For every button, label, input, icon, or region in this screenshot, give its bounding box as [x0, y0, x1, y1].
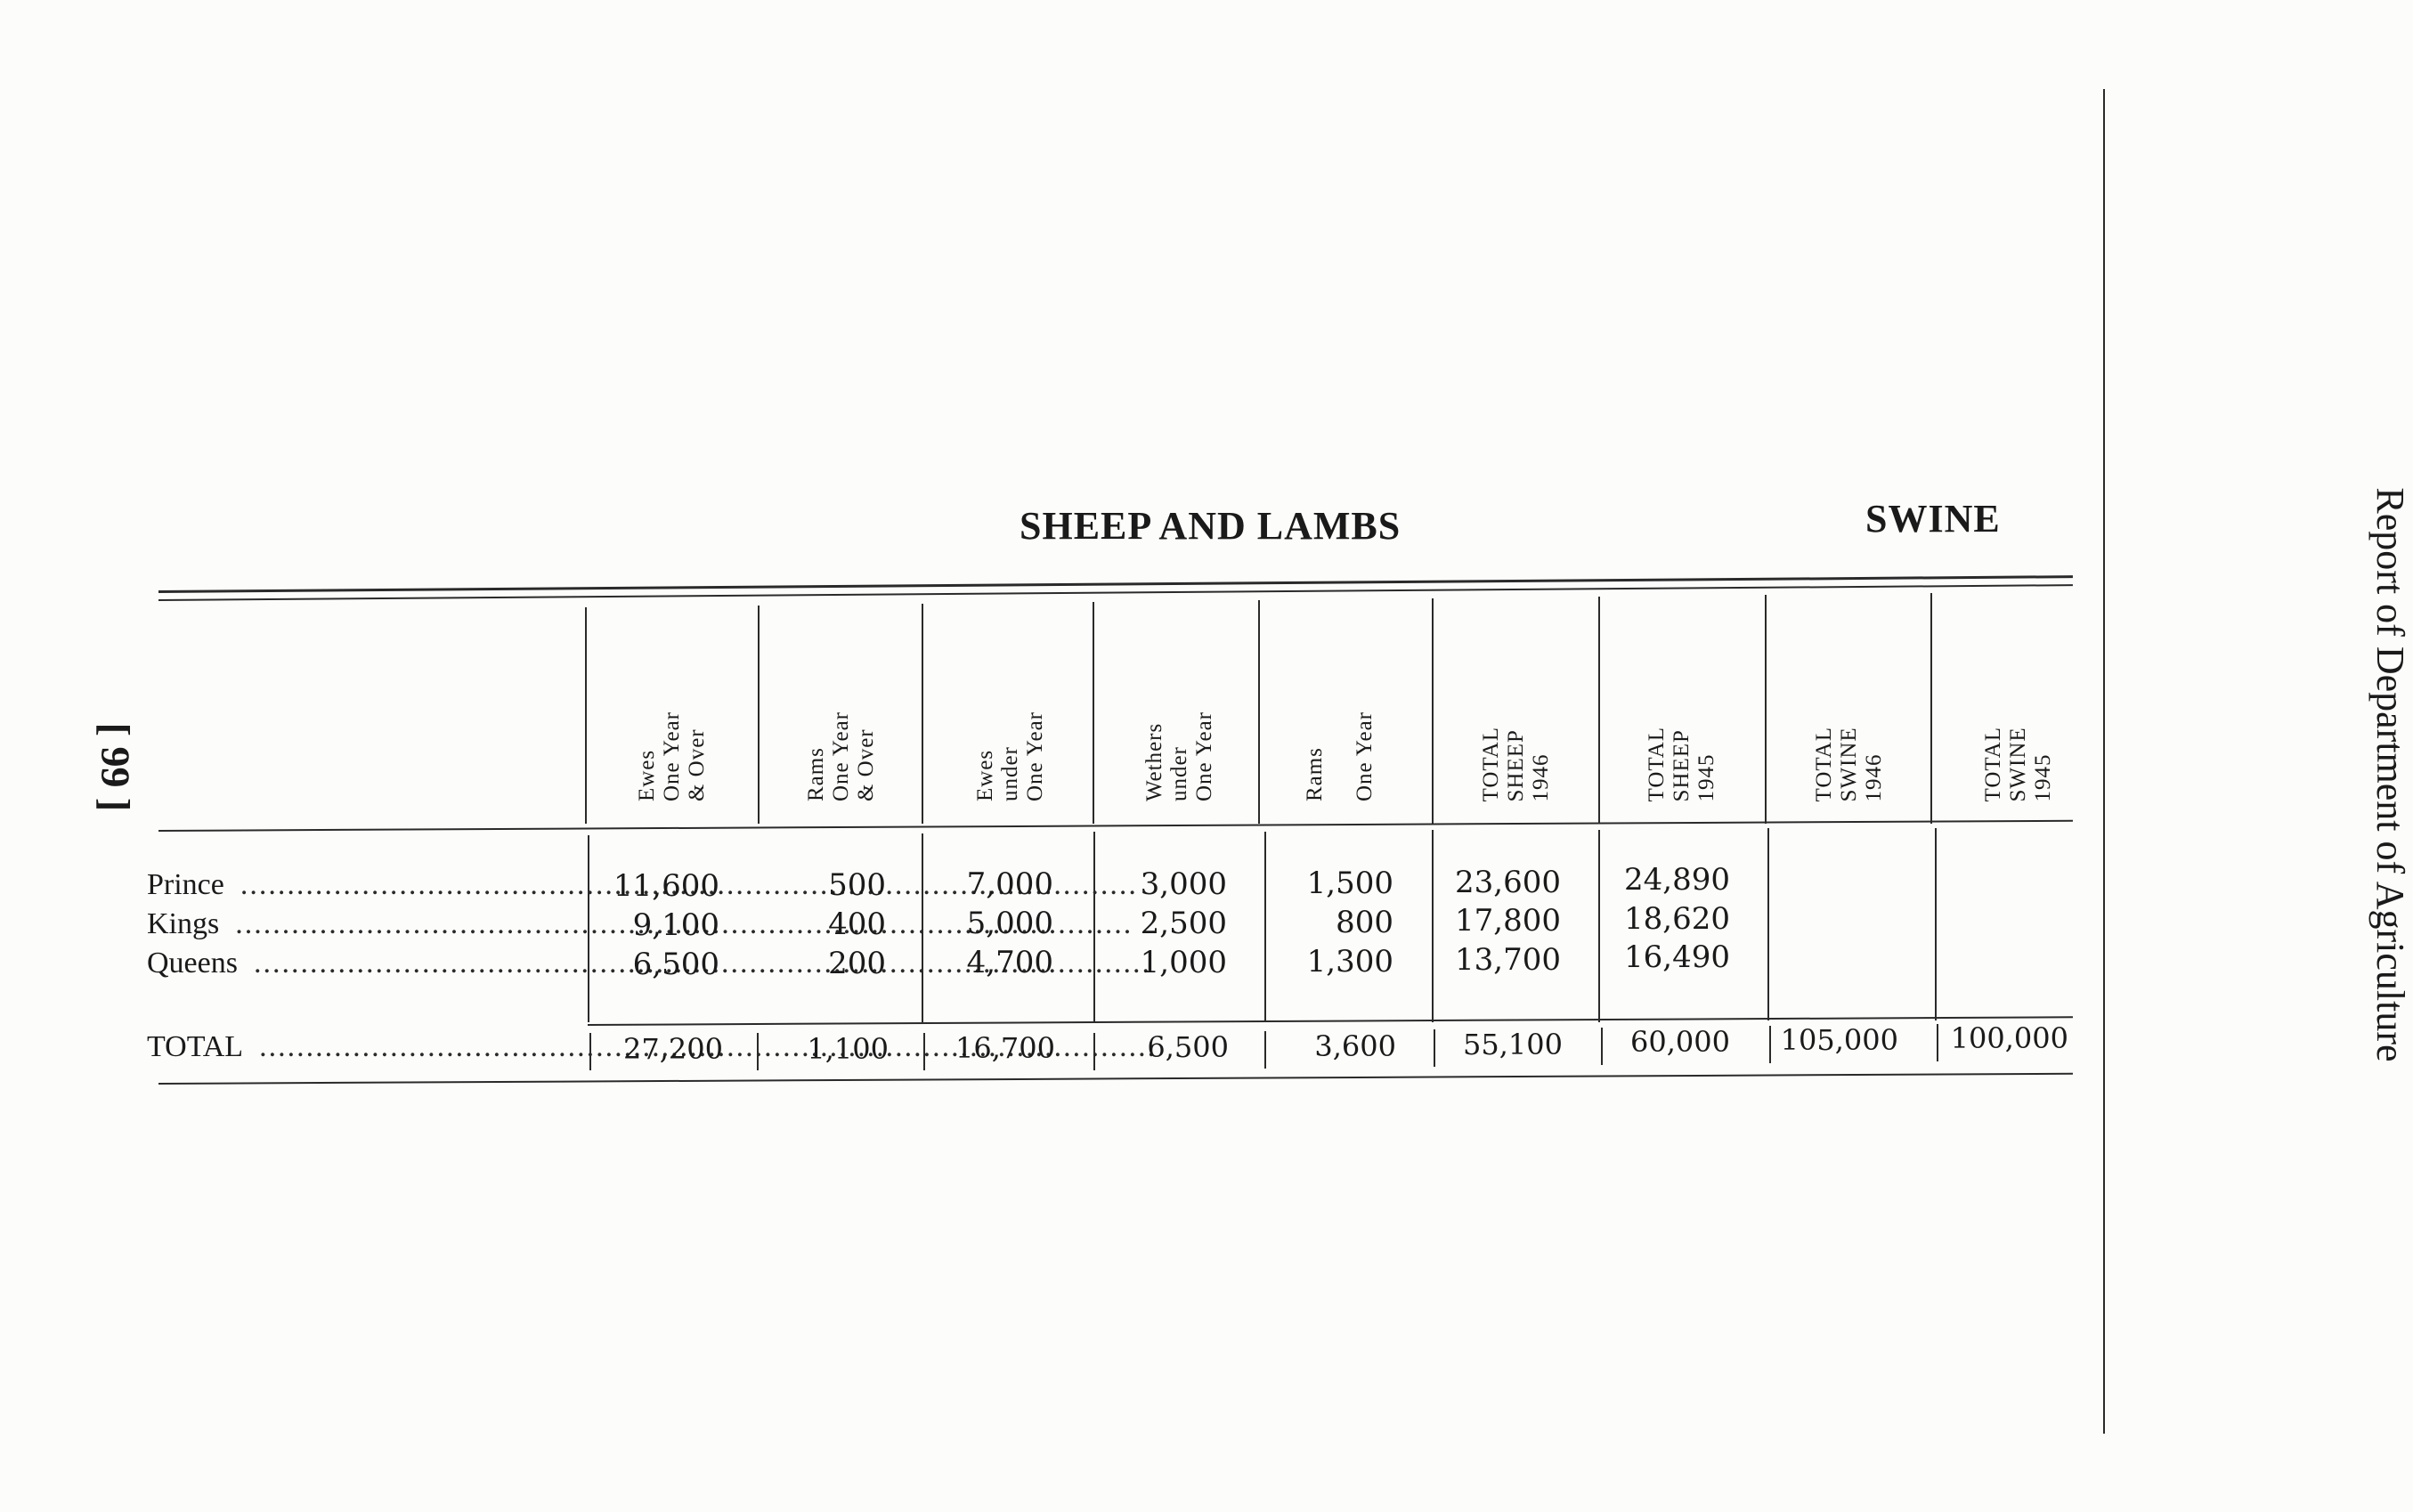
- total-cell: 55,100: [1463, 1028, 1563, 1061]
- column-header: Ewes One Year & Over: [635, 711, 709, 801]
- table-top-rule-inner: [158, 584, 2073, 601]
- table-cell: 500: [828, 867, 886, 903]
- col-separator: [1598, 597, 1600, 824]
- row-label-total: TOTAL .....: [147, 1030, 583, 1064]
- table-bottom-rule: [158, 1073, 2073, 1085]
- table-cell: 23,600: [1455, 865, 1561, 900]
- table-cell: 2,500: [1140, 906, 1227, 941]
- total-cell: 3,600: [1314, 1029, 1396, 1063]
- col-separator: [922, 604, 923, 824]
- table-cell: 1,500: [1306, 866, 1393, 901]
- row-label-queens: Queens .....: [147, 947, 583, 980]
- column-header: Rams One Year & Over: [804, 711, 878, 801]
- table-cell: 9,100: [632, 907, 719, 943]
- right-margin-rule: [2103, 89, 2105, 1434]
- table-cell: 16,490: [1624, 939, 1730, 975]
- swine-heading: SWINE: [1865, 497, 2001, 541]
- col-separator: [1432, 598, 1434, 824]
- column-header: Rams One Year: [1303, 711, 1377, 801]
- col-separator: [1093, 602, 1094, 824]
- total-cell: 105,000: [1780, 1023, 1898, 1057]
- row-label-prince: Prince .....: [147, 868, 583, 902]
- page-number: [ 99 ]: [93, 722, 139, 812]
- table-cell: 1,300: [1306, 944, 1393, 980]
- table-cell: 200: [828, 946, 886, 981]
- table-cell: 6,500: [632, 947, 719, 982]
- header-bottom-rule: [158, 820, 2073, 832]
- total-cell: 27,200: [623, 1032, 723, 1066]
- table-top-rule: [158, 575, 2073, 593]
- table-cell: 4,700: [966, 945, 1053, 980]
- table-cell: 5,000: [966, 906, 1053, 941]
- table-cell: 800: [1336, 905, 1393, 940]
- column-header: Wethers under One Year: [1142, 711, 1216, 801]
- table-cell: 24,890: [1624, 862, 1730, 898]
- table-cell: 1,000: [1140, 945, 1227, 980]
- total-cell: 6,500: [1147, 1030, 1229, 1064]
- col-separator: [1765, 595, 1767, 824]
- column-header: TOTAL SHEEP 1945: [1645, 726, 1718, 801]
- col-separator: [758, 606, 760, 824]
- table-cell: 3,000: [1140, 866, 1227, 902]
- total-cell: 100,000: [1950, 1021, 2068, 1055]
- total-cell: 16,700: [955, 1031, 1055, 1065]
- table-cell: 7,000: [966, 866, 1053, 902]
- table-cell: 17,800: [1455, 903, 1561, 939]
- running-head: Report of Department of Agriculture: [2368, 487, 2412, 1062]
- column-header: TOTAL SHEEP 1946: [1479, 726, 1553, 801]
- table-cell: 13,700: [1455, 942, 1561, 978]
- col-separator: [1258, 600, 1260, 824]
- col-separator: [1767, 828, 1769, 1020]
- column-header: Ewes under One Year: [973, 711, 1047, 801]
- col-separator: [1935, 828, 1937, 1020]
- row-label-kings: Kings .....: [147, 907, 583, 941]
- total-cell: 60,000: [1630, 1025, 1730, 1059]
- col-separator: [1930, 593, 1932, 824]
- table-cell: 400: [828, 906, 886, 942]
- col-separator: [585, 607, 587, 824]
- table-cell: 11,600: [613, 868, 719, 904]
- total-cell: 1,100: [807, 1032, 889, 1066]
- table-cell: 18,620: [1624, 901, 1730, 937]
- column-header: TOTAL SWINE 1945: [1981, 726, 2055, 801]
- column-header: TOTAL SWINE 1946: [1812, 726, 1886, 801]
- sheep-and-lambs-heading: SHEEP AND LAMBS: [1020, 504, 1401, 548]
